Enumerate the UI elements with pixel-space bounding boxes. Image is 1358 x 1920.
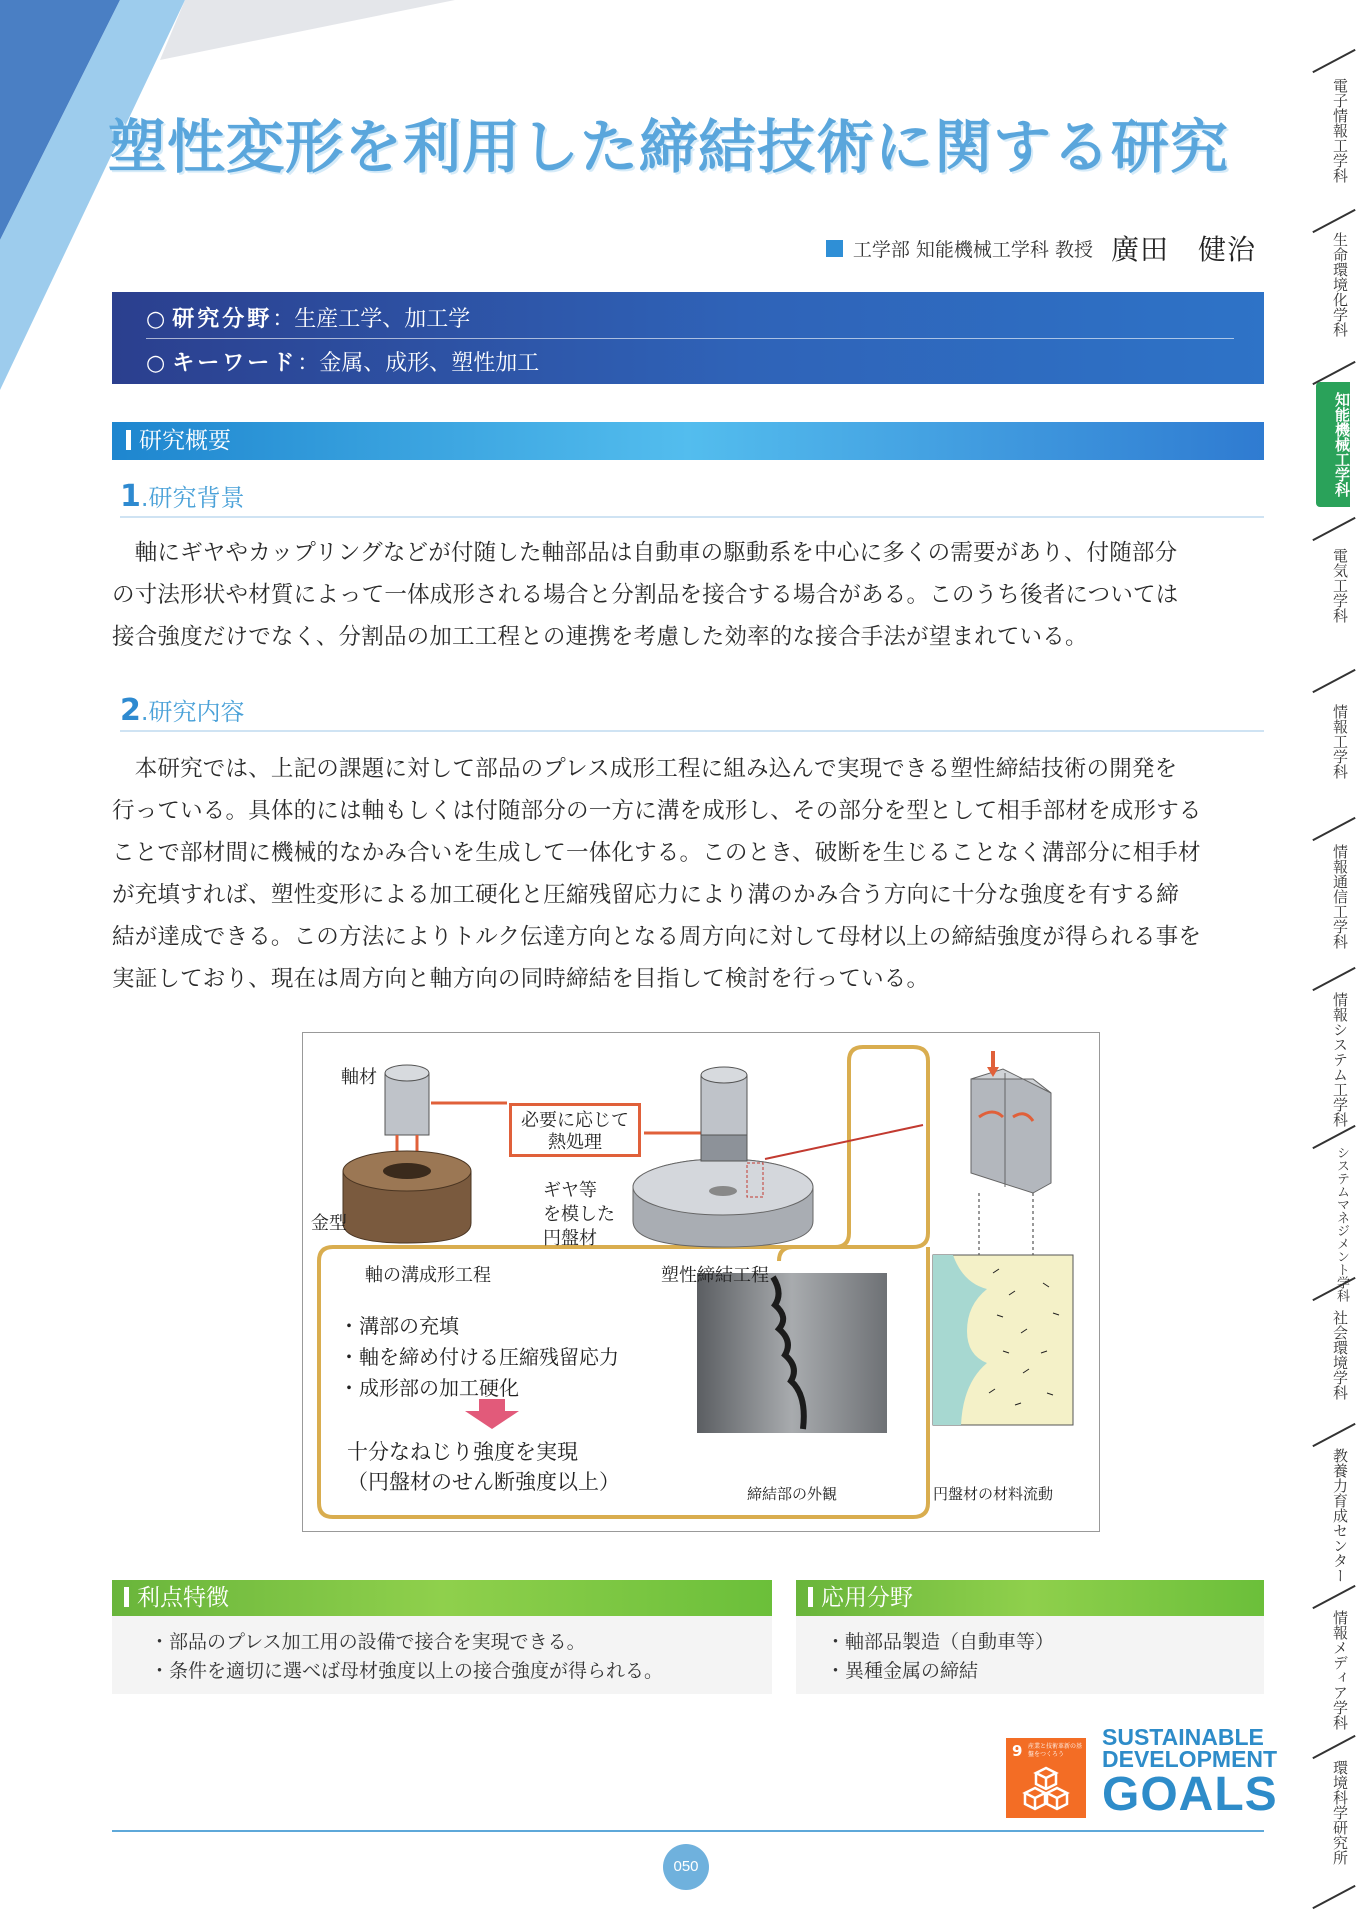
text-line: 結が達成できる。この方法によりトルク伝達方向となる周方向に対して母材以上の締結強度が得られる事を <box>112 924 1202 950</box>
heading-bar-icon <box>126 430 131 450</box>
side-tab[interactable]: 電子情報工学科 <box>1331 78 1349 183</box>
applications-title: 応用分野 <box>821 1585 913 1611</box>
footer-rule <box>112 1830 1264 1832</box>
text-line: ことで部材間に機械的なかみ合いを生成して一体化する。このとき、破断を生じることなく溝部分に相手材 <box>112 840 1201 866</box>
sdg-goal-text: 産業と技術革新の基盤をつくろう <box>1028 1743 1083 1758</box>
effect-item: ・軸を締め付ける圧縮残留応力 <box>339 1345 619 1369</box>
label-shaft: 軸材 <box>341 1067 377 1088</box>
heading-bar-icon <box>124 1587 129 1607</box>
caption-flow: 円盤材の材料流動 <box>933 1485 1054 1503</box>
disk-label-line: 円盤材 <box>543 1228 597 1249</box>
field-label: 研究分野 <box>172 307 273 332</box>
divider <box>146 338 1234 339</box>
side-tab[interactable]: 環境科学研究所 <box>1331 1760 1349 1865</box>
tab-separator <box>1312 1423 1355 1447</box>
author-name: 廣田 健治 <box>1110 233 1256 266</box>
list-item: ・異種金属の締結 <box>826 1660 979 1682</box>
effect-item: ・成形部の加工硬化 <box>339 1376 519 1400</box>
applications-heading <box>796 1580 1264 1616</box>
subheading-label: 研究内容 <box>148 698 245 726</box>
side-tab[interactable]: 情報メディア学科 <box>1331 1610 1349 1730</box>
heat-treatment-box <box>509 1103 641 1157</box>
effect-item: ・溝部の充填 <box>339 1314 459 1338</box>
tab-separator <box>1312 49 1355 73</box>
advantages-panel <box>112 1580 772 1696</box>
process-figure <box>302 1032 1100 1532</box>
list-item: ・条件を適切に選べば母材強度以上の接合強度が得られる。 <box>150 1660 664 1682</box>
list-item: ・軸部品製造（自動車等） <box>826 1631 1055 1653</box>
applications-list <box>796 1616 1264 1694</box>
label-disk <box>543 1179 615 1251</box>
circle-icon: ○ <box>146 351 173 376</box>
subheading-content <box>120 692 1264 732</box>
text-line: 接合強度だけでなく、分割品の加工工程との連携を考慮した効率的な接合手法が望まれている。 <box>112 624 1088 650</box>
tab-separator <box>1312 817 1355 841</box>
caption-photo: 締結部の外観 <box>747 1485 838 1503</box>
keyword-box <box>112 292 1264 384</box>
author-line <box>826 228 1256 268</box>
research-field-row <box>146 302 470 333</box>
bullet-square-icon <box>826 240 843 257</box>
label-grooving-process: 軸の溝成形工程 <box>365 1265 491 1286</box>
list-item: ・部品のプレス加工用の設備で接合を実現できる。 <box>150 1631 586 1653</box>
paragraph-background <box>112 532 1266 658</box>
sdg-logo <box>1102 1726 1278 1820</box>
text-line: の寸法形状や材質によって一体成形される場合と分割品を接合する場合がある。このうち後者については <box>112 582 1179 608</box>
tab-separator <box>1312 1885 1355 1909</box>
disk-label-line: ギヤ等 <box>543 1180 597 1201</box>
side-tab[interactable]: 情報工学科 <box>1331 704 1349 779</box>
side-tab[interactable]: 生命環境化学科 <box>1331 232 1349 337</box>
paragraph-content <box>112 748 1266 1000</box>
subheading-dot: . <box>140 698 149 726</box>
text-line: 軸にギヤやカップリングなどが付随した軸部品は自動車の駆動系を中心に多くの需要があり、付随部分 <box>112 540 1178 566</box>
subheading-label: 研究背景 <box>148 484 245 512</box>
circle-icon: ○ <box>146 307 173 332</box>
side-tab[interactable]: 社会環境学科 <box>1331 1310 1349 1400</box>
page-number: 050 <box>663 1844 709 1890</box>
disk-label-line: を模した <box>543 1204 615 1225</box>
keyword-row <box>146 346 539 377</box>
tab-separator <box>1312 517 1355 541</box>
tab-separator <box>1312 1585 1355 1609</box>
side-tab-active[interactable]: 知能機械工学科 <box>1316 382 1350 507</box>
sdg-goals-word: GOALS <box>1102 1768 1278 1821</box>
label-joining-process: 塑性締結工程 <box>661 1265 769 1286</box>
result-line: （円盤材のせん断強度以上） <box>347 1470 620 1494</box>
advantages-list <box>112 1616 772 1694</box>
heading-bar-icon <box>808 1587 813 1607</box>
sdg-line: DEVELOPMENT <box>1102 1746 1278 1772</box>
keyword-value: ：金属、成形、塑性加工 <box>297 351 540 376</box>
text-line: が充填すれば、塑性変形による加工硬化と圧縮残留応力により溝のかみ合う方向に十分な強度を有する締 <box>112 882 1179 908</box>
sdg-goal-number: 9 <box>1012 1742 1023 1760</box>
heat-label-line: 熱処理 <box>548 1132 602 1153</box>
tab-separator <box>1312 1735 1355 1759</box>
author-affiliation: 工学部 知能機械工学科 教授 <box>852 238 1093 261</box>
sdg-goal-9-icon <box>1006 1738 1086 1818</box>
side-tab[interactable]: 情報システム工学科 <box>1331 992 1349 1127</box>
effect-list <box>339 1311 619 1404</box>
field-value: ：生産工学、加工学 <box>272 307 471 332</box>
sdg-line: SUSTAINABLE <box>1102 1724 1264 1750</box>
label-die: 金型 <box>311 1213 347 1234</box>
advantages-title: 利点特徴 <box>137 1585 229 1611</box>
side-tab[interactable]: システムマネジメント学科 <box>1334 1146 1349 1302</box>
page-title: 塑性変形を利用した締結技術に関する研究 <box>108 113 1230 181</box>
section-heading-overview <box>112 422 1264 460</box>
subheading-number: 1 <box>120 479 141 514</box>
text-line: 行っている。具体的には軸もしくは付随部分の一方に溝を成形し、その部分を型として相手部材を成形する <box>112 798 1202 824</box>
tab-separator <box>1312 669 1355 693</box>
subheading-number: 2 <box>120 693 141 728</box>
subheading-dot: . <box>140 484 149 512</box>
text-line: 実証しており、現在は周方向と軸方向の同時締結を目指して検討を行っている。 <box>112 966 930 992</box>
tab-separator <box>1312 209 1355 233</box>
heat-label-line: 必要に応じて <box>521 1110 629 1131</box>
side-tab[interactable]: 教養力育成センター <box>1331 1448 1349 1583</box>
side-tab[interactable]: 情報通信工学科 <box>1331 844 1349 949</box>
section-heading-label: 研究概要 <box>139 428 231 454</box>
result-line: 十分なねじり強度を実現 <box>347 1440 578 1464</box>
subheading-background <box>120 478 1264 518</box>
side-tab[interactable]: 電気工学科 <box>1331 548 1349 623</box>
keyword-label: キーワード <box>172 351 298 376</box>
cubes-icon <box>1022 1764 1070 1812</box>
result-text <box>347 1437 620 1497</box>
tab-separator <box>1312 967 1355 991</box>
text-line: 本研究では、上記の課題に対して部品のプレス成形工程に組み込んで実現できる塑性締結技術の開発を <box>112 756 1178 782</box>
advantages-heading <box>112 1580 772 1616</box>
applications-panel <box>796 1580 1264 1696</box>
